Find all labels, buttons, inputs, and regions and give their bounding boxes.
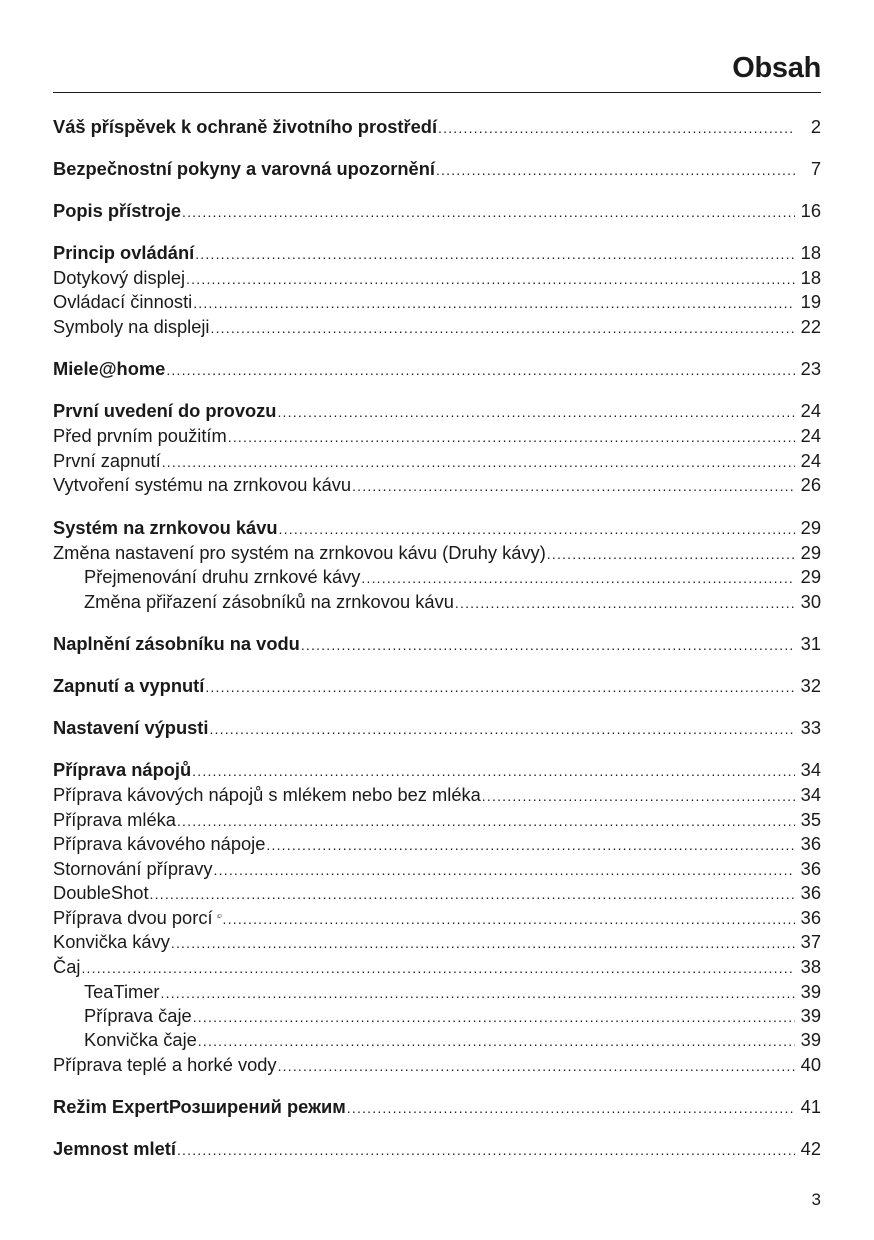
toc-entry-page: 36 bbox=[800, 882, 821, 903]
toc-entry-label: Symboly na displeji bbox=[53, 316, 210, 337]
dot-leader bbox=[266, 833, 795, 857]
dot-leader bbox=[277, 400, 795, 424]
dot-leader bbox=[182, 200, 795, 224]
dot-leader bbox=[198, 1029, 795, 1053]
toc-entry-label: Popis přístroje bbox=[53, 200, 181, 221]
dot-leader bbox=[161, 981, 795, 1005]
dot-leader bbox=[193, 291, 795, 315]
toc-entry[interactable] bbox=[53, 758, 821, 782]
toc-entry[interactable] bbox=[53, 1137, 821, 1161]
toc-entry[interactable] bbox=[53, 115, 821, 139]
toc-entry-label: Příprava mléka bbox=[53, 809, 176, 830]
toc-entry-label: Dotykový displej bbox=[53, 267, 186, 288]
toc-entry-page: 7 bbox=[810, 158, 821, 179]
toc-entry-label: Před prvním použitím bbox=[53, 425, 227, 446]
title-divider bbox=[53, 92, 821, 93]
toc-entry-page: 24 bbox=[800, 400, 821, 421]
toc-entry[interactable] bbox=[53, 473, 821, 497]
dot-leader bbox=[177, 809, 795, 833]
toc-entry-page: 18 bbox=[800, 242, 821, 263]
toc-entry-page: 39 bbox=[800, 1029, 821, 1050]
toc-entry-page: 38 bbox=[800, 956, 821, 977]
toc-entry-label: Režim ExpertРозширений режим bbox=[53, 1096, 346, 1117]
dot-leader bbox=[228, 425, 795, 449]
toc-entry[interactable] bbox=[53, 881, 821, 905]
toc-entry-label: Zapnutí a vypnutí bbox=[53, 675, 205, 696]
dot-leader bbox=[278, 1054, 795, 1078]
toc-entry-label: Bezpečnostní pokyny a varovná upozornění bbox=[53, 158, 435, 179]
toc-entry-label: Příprava čaje bbox=[84, 1005, 192, 1026]
toc-entry-label: Vytvoření systému na zrnkovou kávu bbox=[53, 474, 352, 495]
toc-entry[interactable] bbox=[53, 290, 821, 314]
toc-entry-label: Váš příspěvek k ochraně životního prostředí bbox=[53, 116, 438, 137]
toc-entry-page: 40 bbox=[800, 1054, 821, 1075]
toc-entry-label: Naplnění zásobníku na vodu bbox=[53, 633, 300, 654]
dot-leader bbox=[193, 1005, 795, 1029]
toc-entry-page: 36 bbox=[800, 907, 821, 928]
dot-leader bbox=[162, 450, 795, 474]
dot-leader bbox=[209, 717, 795, 741]
toc-entry-page: 29 bbox=[800, 517, 821, 538]
toc-entry-label: První zapnutí bbox=[53, 450, 161, 471]
toc-entry[interactable] bbox=[53, 783, 821, 807]
toc-entry[interactable] bbox=[53, 315, 821, 339]
toc-entry-page: 24 bbox=[800, 450, 821, 471]
toc-entry[interactable] bbox=[53, 241, 821, 265]
toc-entry-page: 33 bbox=[800, 717, 821, 738]
dot-leader bbox=[195, 242, 795, 266]
toc-entry[interactable] bbox=[84, 1004, 821, 1028]
dot-leader bbox=[205, 675, 795, 699]
page-number: 3 bbox=[811, 1190, 821, 1209]
toc-entry[interactable] bbox=[53, 674, 821, 698]
toc-entry-label: Příprava kávového nápoje bbox=[53, 833, 266, 854]
toc-entry-label: Přejmenování druhu zrnkové kávy bbox=[84, 566, 361, 587]
toc-entry[interactable] bbox=[53, 632, 821, 656]
toc-entry[interactable] bbox=[53, 1095, 821, 1119]
toc-entry[interactable] bbox=[53, 955, 821, 979]
toc-entry-page: 2 bbox=[810, 116, 821, 137]
dot-leader bbox=[186, 267, 795, 291]
toc-entry[interactable] bbox=[53, 266, 821, 290]
toc-entry[interactable] bbox=[84, 565, 821, 589]
toc-entry-label: Nastavení výpusti bbox=[53, 717, 209, 738]
toc-entry-label: Příprava kávových nápojů s mlékem nebo bez mléka bbox=[53, 784, 481, 805]
toc-entry[interactable] bbox=[84, 590, 821, 614]
dot-leader bbox=[171, 931, 795, 955]
toc-entry-page: 22 bbox=[800, 316, 821, 337]
dot-leader bbox=[214, 858, 795, 882]
dot-leader bbox=[361, 566, 795, 590]
toc-entry-label: Konvička kávy bbox=[53, 931, 170, 952]
toc-entry[interactable] bbox=[53, 716, 821, 740]
toc-entry[interactable] bbox=[53, 157, 821, 181]
toc-entry-page: 23 bbox=[800, 358, 821, 379]
toc-entry-page: 26 bbox=[800, 474, 821, 495]
page-title: Obsah bbox=[732, 52, 821, 84]
toc-entry[interactable] bbox=[53, 808, 821, 832]
dot-leader bbox=[436, 158, 795, 182]
toc-entry-label: Příprava dvou porcí bbox=[53, 907, 213, 928]
toc-entry-page: 41 bbox=[800, 1096, 821, 1117]
dot-leader bbox=[192, 759, 795, 783]
dot-leader bbox=[347, 1096, 795, 1120]
dot-leader bbox=[547, 542, 795, 566]
toc-entry-page: 34 bbox=[800, 784, 821, 805]
toc-entry-label: Konvička čaje bbox=[84, 1029, 197, 1050]
toc-entry-label: Příprava nápojů bbox=[53, 759, 192, 780]
toc-entry[interactable] bbox=[53, 541, 821, 565]
toc-entry-label: Příprava teplé a horké vody bbox=[53, 1054, 277, 1075]
toc-entry[interactable] bbox=[53, 1053, 821, 1077]
dot-leader bbox=[210, 316, 795, 340]
toc-entry-label: Stornování přípravy bbox=[53, 858, 213, 879]
dot-leader bbox=[81, 956, 795, 980]
dot-leader bbox=[482, 784, 795, 808]
toc-entry-label: Jemnost mletí bbox=[53, 1138, 176, 1159]
toc-entry-label: Princip ovládání bbox=[53, 242, 195, 263]
toc-entry[interactable] bbox=[53, 930, 821, 954]
toc-entry-label: Systém na zrnkovou kávu bbox=[53, 517, 278, 538]
dot-leader bbox=[223, 907, 795, 931]
toc-entry[interactable] bbox=[53, 399, 821, 423]
toc-entry[interactable] bbox=[84, 980, 821, 1004]
toc-entry[interactable] bbox=[53, 906, 821, 930]
toc-entry-page: 39 bbox=[800, 981, 821, 1002]
dot-leader bbox=[177, 1138, 795, 1162]
toc-entry-label: Čaj bbox=[53, 956, 81, 977]
toc-entry-page: 36 bbox=[800, 858, 821, 879]
toc-entry[interactable] bbox=[53, 357, 821, 381]
toc-entry-page: 16 bbox=[800, 200, 821, 221]
dot-leader bbox=[455, 591, 795, 615]
toc-entry-label: Ovládací činnosti bbox=[53, 291, 193, 312]
toc-entry-page: 42 bbox=[800, 1138, 821, 1159]
toc-entry-page: 29 bbox=[800, 542, 821, 563]
toc-entry-page: 35 bbox=[800, 809, 821, 830]
toc-entry-page: 32 bbox=[800, 675, 821, 696]
toc-entry-label: TeaTimer bbox=[84, 981, 160, 1002]
toc-entry[interactable] bbox=[53, 857, 821, 881]
toc-entry-label: Změna nastavení pro systém na zrnkovou kávu (Druhy kávy) bbox=[53, 542, 546, 563]
toc-entry-page: 30 bbox=[800, 591, 821, 612]
dot-leader bbox=[352, 474, 795, 498]
toc-entry-page: 31 bbox=[800, 633, 821, 654]
toc-entry-page: 29 bbox=[800, 566, 821, 587]
toc-entry-label: Miele@home bbox=[53, 358, 166, 379]
dot-leader bbox=[279, 517, 795, 541]
dot-leader bbox=[438, 116, 795, 140]
toc-entry[interactable] bbox=[53, 449, 821, 473]
toc-entry-page: 37 bbox=[800, 931, 821, 952]
toc-entry-page: 19 bbox=[800, 291, 821, 312]
toc-entry[interactable] bbox=[53, 516, 821, 540]
toc-entry[interactable] bbox=[53, 832, 821, 856]
toc-entry-label: Změna přiřazení zásobníků na zrnkovou kávu bbox=[84, 591, 454, 612]
toc-entry-page: 18 bbox=[800, 267, 821, 288]
toc-entry-page: 39 bbox=[800, 1005, 821, 1026]
toc-entry-label: První uvedení do provozu bbox=[53, 400, 277, 421]
toc-entry-label: DoubleShot bbox=[53, 882, 149, 903]
toc-entry-page: 34 bbox=[800, 759, 821, 780]
toc-entry[interactable] bbox=[53, 424, 821, 448]
toc-entry-page: 36 bbox=[800, 833, 821, 854]
dot-leader bbox=[301, 633, 795, 657]
toc-entry[interactable] bbox=[53, 199, 821, 223]
dot-leader bbox=[166, 358, 795, 382]
two-cups-icon bbox=[217, 908, 222, 924]
toc-entry[interactable] bbox=[84, 1028, 821, 1052]
dot-leader bbox=[150, 882, 795, 906]
toc-entry-page: 24 bbox=[800, 425, 821, 446]
